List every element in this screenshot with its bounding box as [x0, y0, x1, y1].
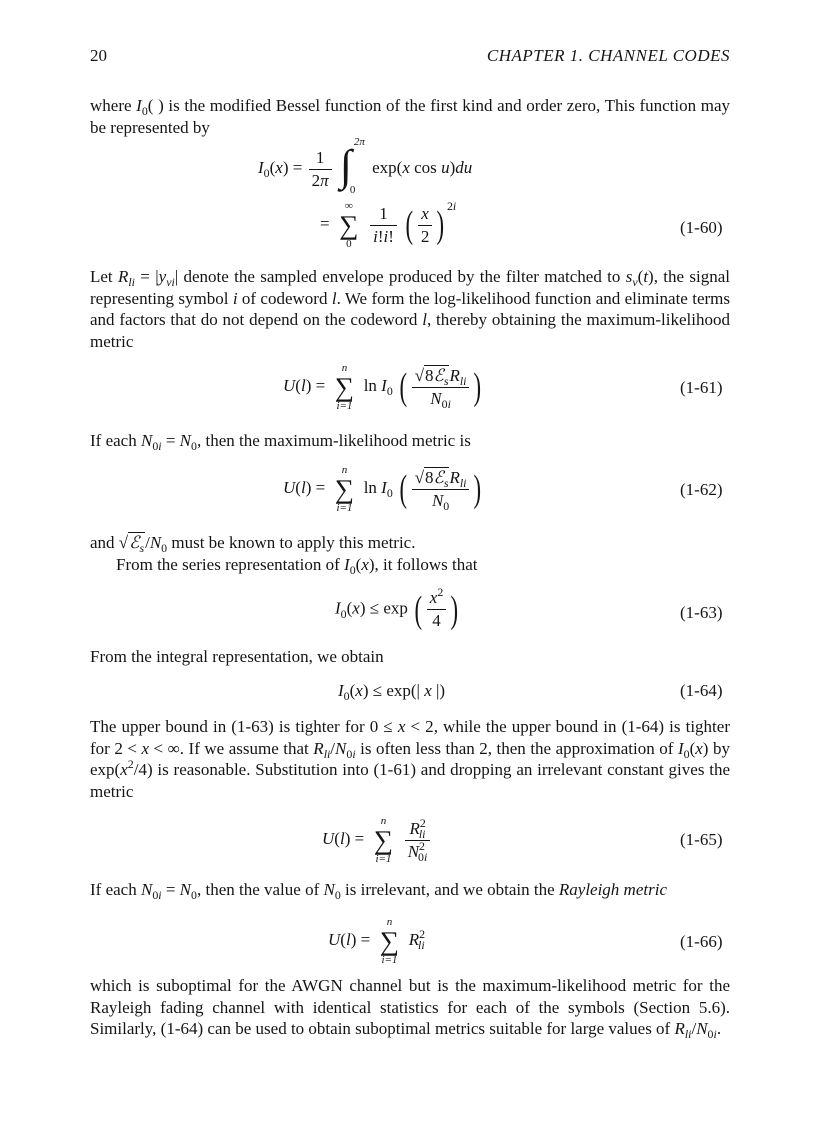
equation-1-65: U(l) = n ∑ i=1 $\frac{R^2_{li}}{N^2_{0i}}$	[322, 815, 432, 865]
equation-1-60-integral: $I_0(x)$ = $\frac{1}{2\pi}$ ∫ 2π 0 exp(x cos u)du	[258, 136, 473, 196]
equation-1-62: U(l) = n ∑ i=1 $\ln I_0$ ( $\frac{√8ℰ_sR_{li}}{N_0}$ )	[283, 464, 482, 514]
equation-1-60-series: = ∞ ∑ 0 $\frac{1}{i!i!}$ ( $\frac{x}{2}$ ) $^{2i}$	[320, 198, 457, 250]
paragraph-equal-noise: If each $N_{0i} = N_0$, then the maximum-likelihood metric is	[90, 431, 471, 454]
paragraph-envelope-metric: Let $R_{li} = |y_{\nu i}|$ denote the sampled envelope produced by the filter matched to $s_\nu(t)$, the signal representing symbol i of codeword l. We form the log-likelihood function and eliminate terms and factors that do not depend on the codeword l, thereby obtaining the maximum-likelihood metric	[90, 267, 730, 351]
paragraph-integral-representation: From the integral representation, we obtain	[90, 647, 384, 666]
equation-number-1-65: (1-65)	[680, 830, 723, 849]
equation-1-61: U(l) = n ∑ i=1 $\ln I_0$ ( $\frac{√8ℰ_sR_{li}}{N_{0i}}$ )	[283, 362, 482, 412]
paragraph-rayleigh-metric: If each $N_{0i} = N_0$, then the value of $N_0$ is irrelevant, and we obtain the Rayleigh metric	[90, 880, 667, 903]
paragraph-series-representation: From the series representation of $I_0(x)$, it follows that	[116, 555, 478, 578]
paragraph-suboptimal: which is suboptimal for the AWGN channel but is the maximum-likelihood metric for the Rayleigh fading channel with identical statistics for each of the symbols (Section 5.6). Similarly, (1-64) can be used to obtain suboptimal metrics suitable for large values of $R_{li}/N_{0i}$.	[90, 976, 730, 1042]
equation-number-1-66: (1-66)	[680, 932, 723, 951]
equation-1-66: U(l) = n ∑ i=1 $R^2_{li}$	[328, 916, 426, 966]
equation-number-1-61: (1-61)	[680, 378, 723, 397]
equation-number-1-64: (1-64)	[680, 681, 723, 700]
page-header	[90, 46, 730, 68]
equation-number-1-60: (1-60)	[680, 218, 723, 237]
paragraph-must-be-known: and $√ℰ_s/N_0$ must be known to apply this metric.	[90, 533, 416, 556]
paragraph-upper-bounds: The upper bound in (1-63) is tighter for 0 ≤ x < 2, while the upper bound in (1-64) is tighter for 2 < x < ∞. If we assume that $R_{li}/N_{0i}$ is often less than 2, then the approximation of $I_0(x)$ by $\exp(x^2/4)$ is reasonable. Substitution into (1-61) and dropping an irrelevant constant gives the metric	[90, 717, 730, 801]
page-number: 20	[90, 46, 107, 65]
equation-1-63: $I_0(x) \le \exp$ ( $\frac{x^2}{4}$ )	[335, 585, 459, 631]
paragraph-bessel-intro: where $I_0$( ) is the modified Bessel function of the first kind and order zero, This function may be represented by	[90, 96, 731, 137]
equation-number-1-63: (1-63)	[680, 603, 723, 622]
running-title: CHAPTER 1. CHANNEL CODES	[486, 46, 730, 65]
equation-1-64: $I_0(x) \le \exp(|$ x |)	[338, 681, 446, 704]
equation-number-1-62: (1-62)	[680, 480, 723, 499]
